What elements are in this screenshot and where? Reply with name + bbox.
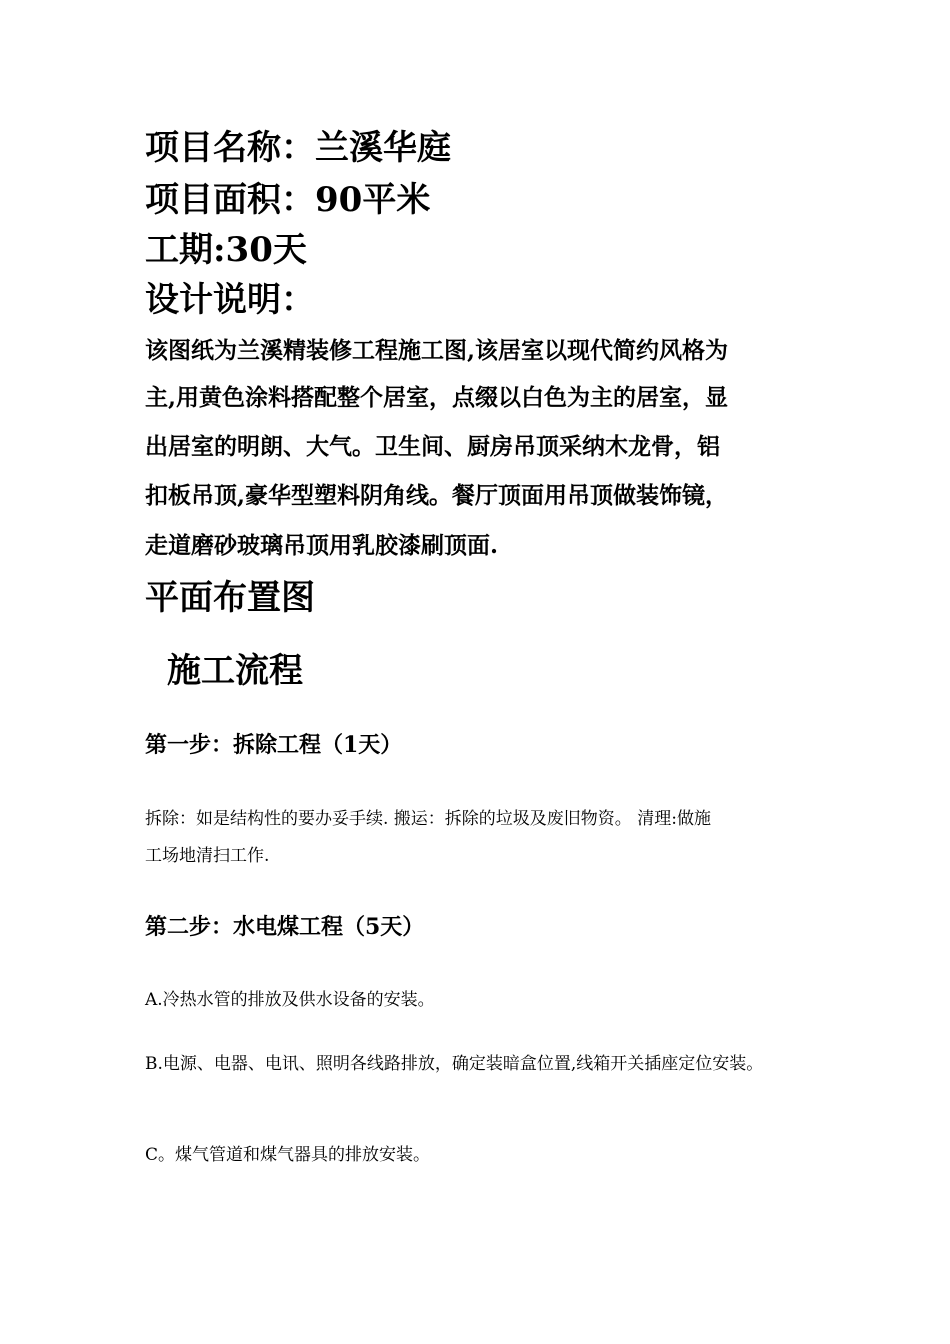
step-1-title: 第一步：拆除工程（1天） bbox=[145, 732, 403, 758]
project-area: 项目面积：90平米 bbox=[145, 180, 431, 220]
design-heading: 设计说明： bbox=[145, 280, 315, 320]
step-2-item-b: B.电源、电器、电讯、照明各线路排放，确定装暗盒位置,线箱开关插座定位安装。 bbox=[145, 1054, 764, 1074]
design-text-line-5: 走道磨砂玻璃吊顶用乳胶漆刷顶面. bbox=[145, 532, 499, 559]
step-1-text-line-2: 工场地清扫工作. bbox=[145, 846, 270, 866]
design-text-line-2: 主,用黄色涂料搭配整个居室，点缀以白色为主的居室，显 bbox=[145, 384, 729, 411]
step-1-text-line-1: 拆除：如是结构性的要办妥手续. 搬运：拆除的垃圾及废旧物资。 清理:做施 bbox=[145, 809, 711, 829]
project-duration: 工期:30天 bbox=[145, 230, 307, 270]
step-2-item-a: A.冷热水管的排放及供水设备的安装。 bbox=[145, 990, 435, 1010]
process-heading: 施工流程 bbox=[167, 651, 303, 691]
project-name: 项目名称：兰溪华庭 bbox=[145, 128, 451, 168]
design-text-line-1: 该图纸为兰溪精装修工程施工图,该居室以现代简约风格为 bbox=[145, 337, 729, 364]
floor-plan-heading: 平面布置图 bbox=[145, 578, 315, 618]
step-2-item-c: C。煤气管道和煤气器具的排放安装。 bbox=[145, 1145, 431, 1165]
design-text-line-4: 扣板吊顶,豪华型塑料阴角线。餐厅顶面用吊顶做装饰镜， bbox=[145, 482, 729, 509]
step-2-title: 第二步：水电煤工程（5天） bbox=[145, 914, 425, 940]
design-text-line-3: 出居室的明朗、大气。卫生间、厨房吊顶采纳木龙骨，铝 bbox=[145, 433, 720, 460]
